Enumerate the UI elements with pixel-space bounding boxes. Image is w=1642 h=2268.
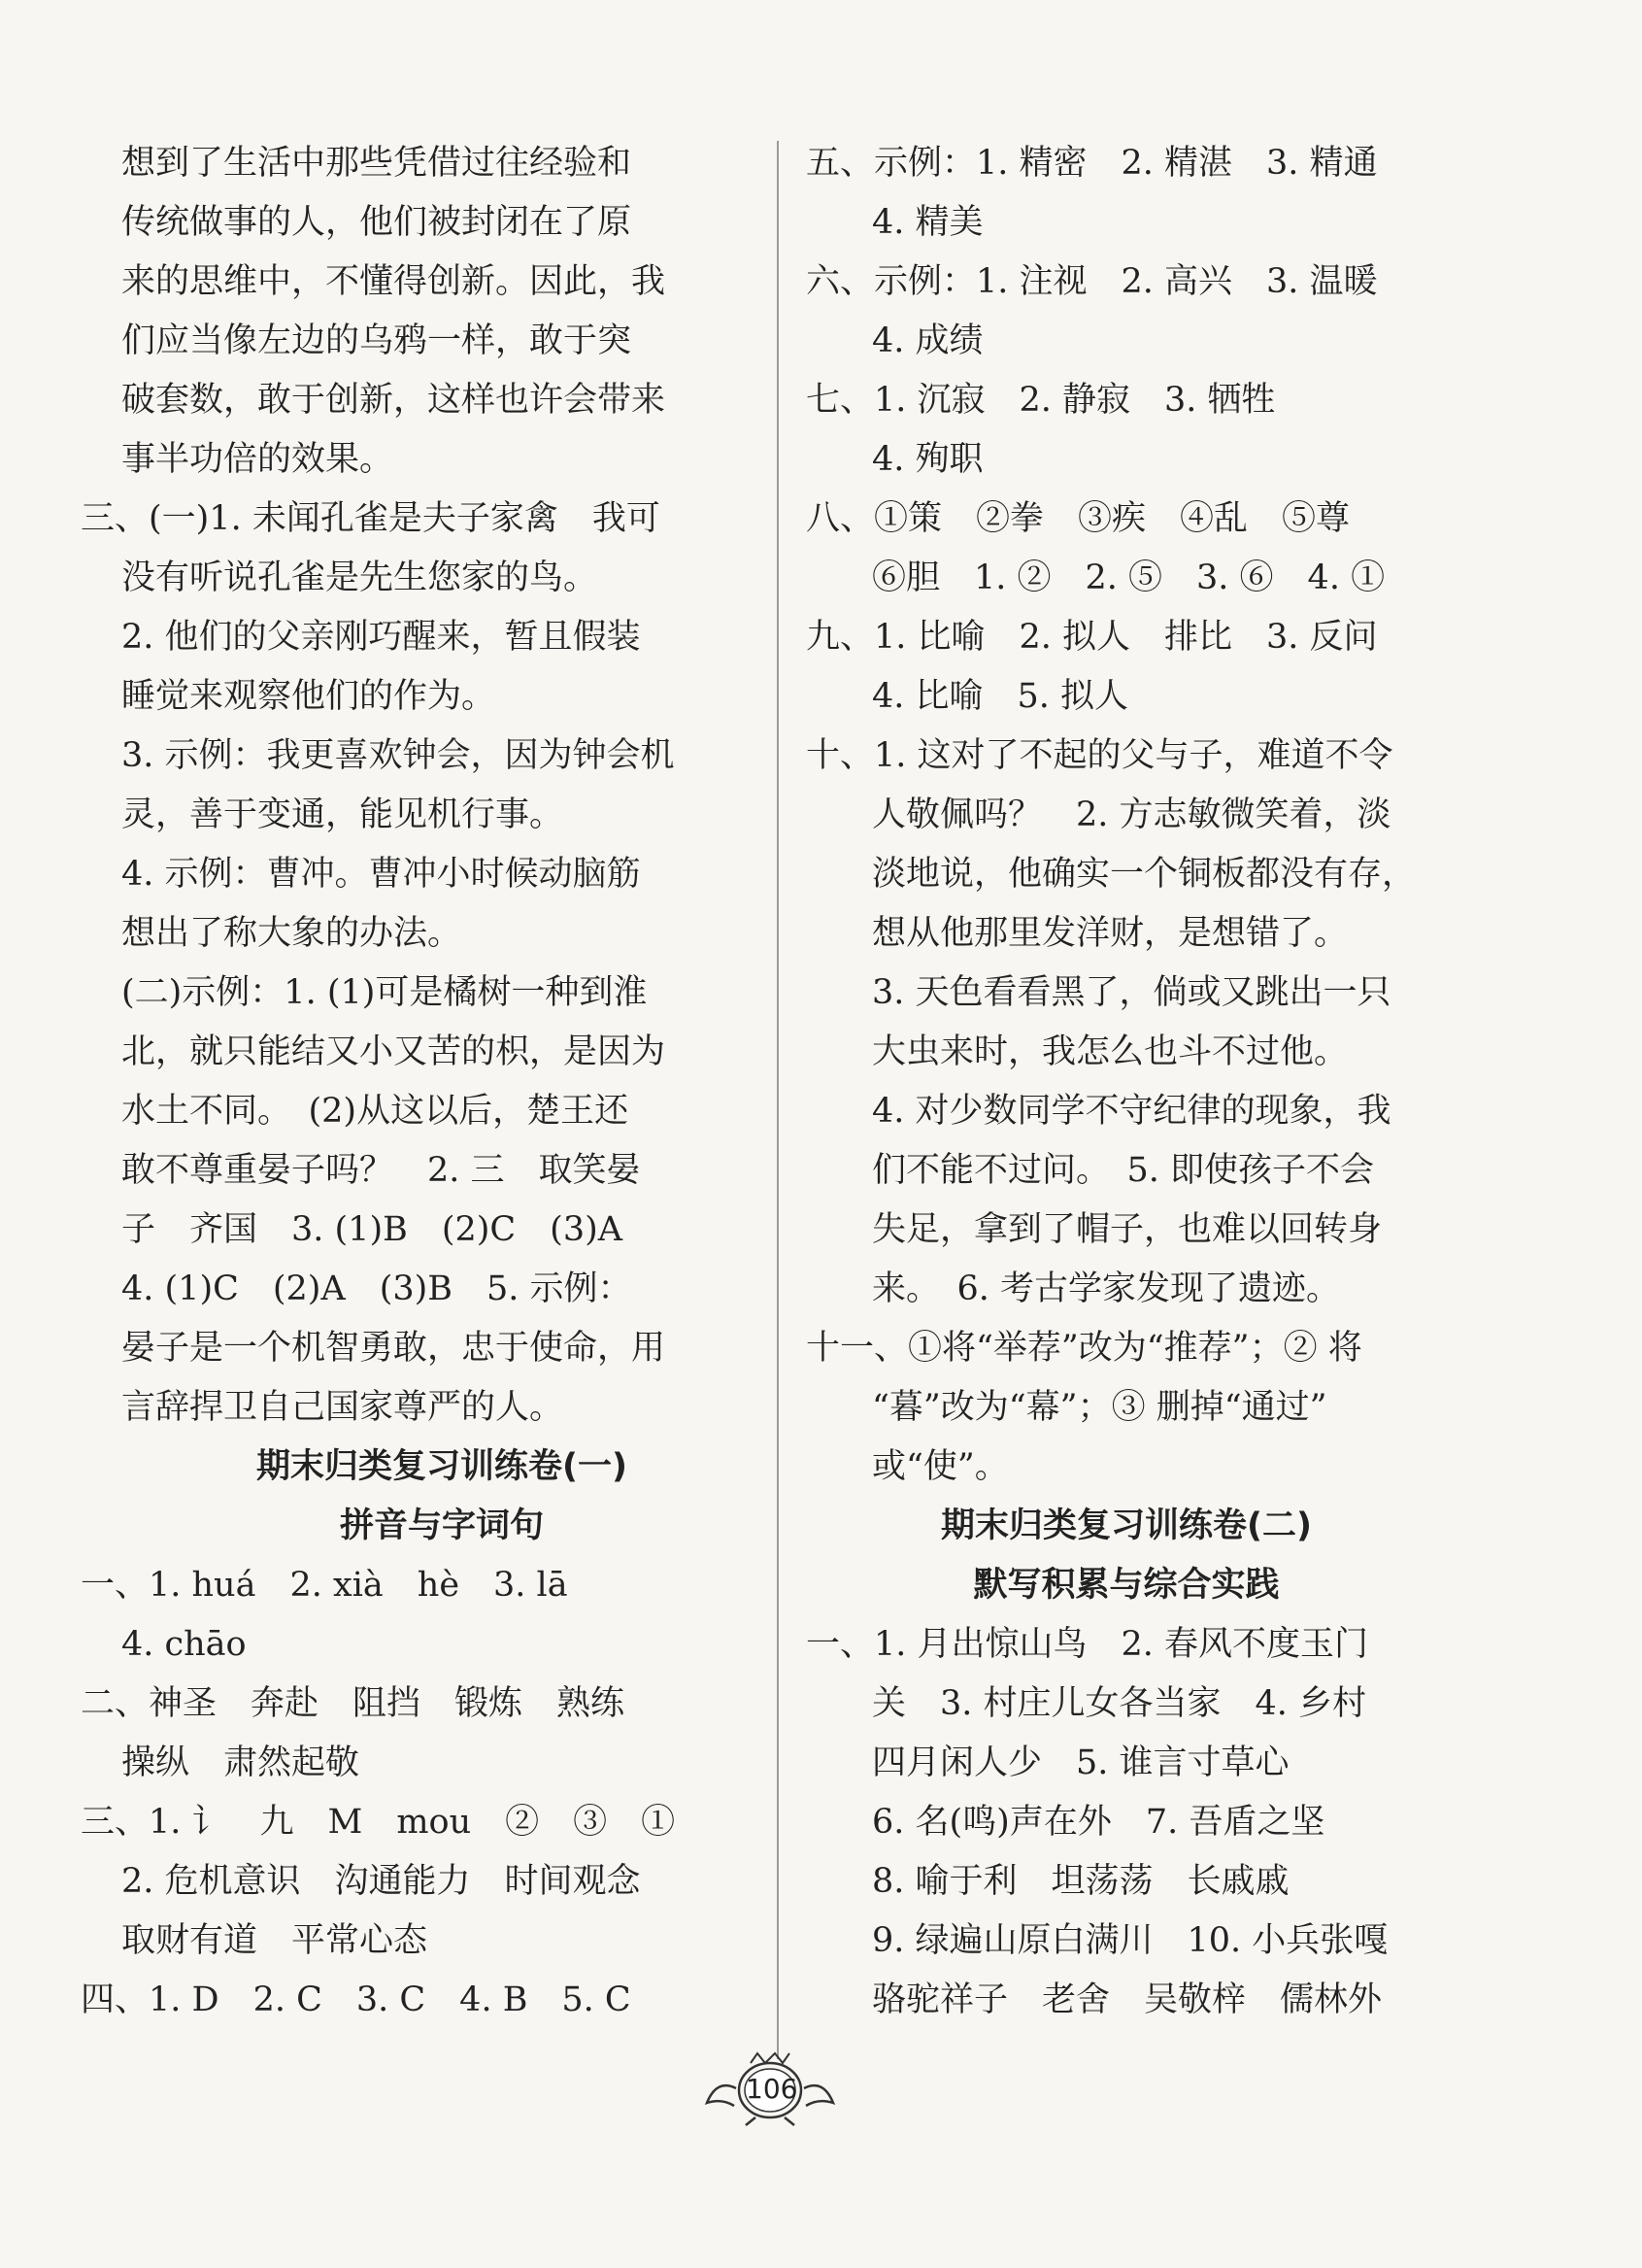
page-number: 106 bbox=[746, 2073, 798, 2105]
text-line: 言辞捍卫自己国家尊严的人。 bbox=[121, 1388, 564, 1427]
text-line: 二、神圣 奔赴 阻挡 锻炼 熟练 bbox=[81, 1684, 625, 1723]
column-divider bbox=[777, 141, 779, 2059]
text-line: 想出了称大象的办法。 bbox=[121, 914, 462, 953]
text-line: 2. 他们的父亲刚巧醒来，暂且假装 bbox=[121, 618, 641, 657]
text-line: 4. chāo bbox=[121, 1625, 247, 1664]
text-line: 十、1. 这对了不起的父与子，难道不令 bbox=[806, 736, 1393, 775]
text-line: 或“使”。 bbox=[872, 1447, 1009, 1486]
text-line: 四、1. D 2. C 3. C 4. B 5. C bbox=[81, 1980, 631, 2019]
text-line: 四月闲人少 5. 谁言寸草心 bbox=[872, 1743, 1290, 1782]
text-line: 失足，拿到了帽子，也难以回转身 bbox=[872, 1210, 1383, 1249]
text-line: 一、1. 月出惊山鸟 2. 春风不度玉门 bbox=[806, 1625, 1369, 1664]
text-line: 传统做事的人，他们被封闭在了原 bbox=[121, 203, 632, 242]
text-line: 们不能不过问。 5. 即使孩子不会 bbox=[872, 1151, 1375, 1190]
text-line: 事半功倍的效果。 bbox=[121, 440, 394, 479]
text-line: 灵，善于变通，能见机行事。 bbox=[121, 795, 564, 834]
text-line: 敢不尊重晏子吗？ 2. 三 取笑晏 bbox=[121, 1151, 641, 1190]
text-line: 五、示例：1. 精密 2. 精湛 3. 精通 bbox=[806, 144, 1378, 183]
text-line: 睡觉来观察他们的作为。 bbox=[121, 677, 496, 716]
text-line: 想到了生活中那些凭借过往经验和 bbox=[121, 144, 632, 183]
text-line: 来的思维中，不懂得创新。因此，我 bbox=[121, 262, 666, 301]
text-line: 8. 喻于利 坦荡荡 长戚戚 bbox=[872, 1862, 1290, 1901]
text-line: 骆驼祥子 老舍 吴敬梓 儒林外 bbox=[872, 1980, 1383, 2019]
text-line: 取财有道 平常心态 bbox=[121, 1921, 428, 1960]
text-line: 十一、①将“举荐”改为“推荐”；② 将 bbox=[806, 1329, 1362, 1368]
section-subheading: 拼音与字词句 bbox=[339, 1506, 544, 1545]
text-line: 一、1. huá 2. xià hè 3. lā bbox=[81, 1566, 568, 1605]
text-line: 4. 对少数同学不守纪律的现象，我 bbox=[872, 1092, 1391, 1131]
text-line: 六、示例：1. 注视 2. 高兴 3. 温暖 bbox=[806, 262, 1378, 301]
text-line: 北，就只能结又小又苦的枳，是因为 bbox=[121, 1032, 666, 1071]
text-line: 大虫来时，我怎么也斗不过他。 bbox=[872, 1032, 1349, 1071]
text-line: 4. 比喻 5. 拟人 bbox=[872, 677, 1129, 716]
text-line: 3. 天色看看黑了，倘或又跳出一只 bbox=[872, 973, 1391, 1012]
text-line: ⑥胆 1. ② 2. ⑤ 3. ⑥ 4. ① bbox=[872, 559, 1386, 597]
section-heading: 期末归类复习训练卷(二) bbox=[941, 1506, 1312, 1545]
section-subheading: 默写积累与综合实践 bbox=[973, 1566, 1280, 1605]
text-line: 子 齐国 3. (1)B (2)C (3)A bbox=[121, 1210, 623, 1249]
text-line: “暮”改为“幕”；③ 删掉“通过” bbox=[872, 1388, 1327, 1427]
text-line: 操纵 肃然起敬 bbox=[121, 1743, 360, 1782]
text-line: 九、1. 比喻 2. 拟人 排比 3. 反问 bbox=[806, 618, 1378, 657]
page-footer bbox=[697, 2049, 843, 2127]
text-line: 9. 绿遍山原白满川 10. 小兵张嘎 bbox=[872, 1921, 1389, 1960]
text-line: 来。 6. 考古学家发现了遗迹。 bbox=[872, 1269, 1341, 1308]
text-line: 们应当像左边的乌鸦一样，敢于突 bbox=[121, 322, 632, 360]
text-line: 4. 成绩 bbox=[872, 322, 984, 360]
text-line: 2. 危机意识 沟通能力 时间观念 bbox=[121, 1862, 641, 1901]
text-line: 4. 殉职 bbox=[872, 440, 984, 479]
section-heading: 期末归类复习训练卷(一) bbox=[256, 1447, 627, 1486]
text-line: 3. 示例：我更喜欢钟会，因为钟会机 bbox=[121, 736, 675, 775]
text-line: 4. (1)C (2)A (3)B 5. 示例： bbox=[121, 1269, 632, 1308]
text-line: 6. 名(鸣)声在外 7. 吾盾之坚 bbox=[872, 1803, 1325, 1842]
text-line: 破套数，敢于创新，这样也许会带来 bbox=[121, 381, 666, 420]
text-line: 七、1. 沉寂 2. 静寂 3. 牺牲 bbox=[806, 381, 1276, 420]
text-line: 晏子是一个机智勇敢，忠于使命，用 bbox=[121, 1329, 666, 1368]
text-line: 人敬佩吗？ 2. 方志敏微笑着，淡 bbox=[872, 795, 1391, 834]
text-line: 三、1. 讠 九 M mou ② ③ ① bbox=[81, 1803, 676, 1842]
text-line: 没有听说孔雀是先生您家的鸟。 bbox=[121, 559, 598, 597]
text-line: 三、(一)1. 未闻孔雀是夫子家禽 我可 bbox=[81, 499, 660, 538]
text-line: 淡地说，他确实一个铜板都没有存， bbox=[872, 855, 1417, 894]
right-column bbox=[806, 134, 1447, 2030]
text-line: 八、①策 ②拳 ③疾 ④乱 ⑤尊 bbox=[806, 499, 1351, 538]
text-line: (二)示例：1. (1)可是橘树一种到淮 bbox=[121, 973, 648, 1012]
text-line: 想从他那里发洋财，是想错了。 bbox=[872, 914, 1349, 953]
text-line: 4. 示例：曹冲。曹冲小时候动脑筋 bbox=[121, 855, 641, 894]
left-column bbox=[81, 134, 762, 2030]
text-line: 4. 精美 bbox=[872, 203, 984, 242]
text-line: 关 3. 村庄儿女各当家 4. 乡村 bbox=[872, 1684, 1367, 1723]
text-line: 水土不同。 (2)从这以后，楚王还 bbox=[121, 1092, 629, 1131]
